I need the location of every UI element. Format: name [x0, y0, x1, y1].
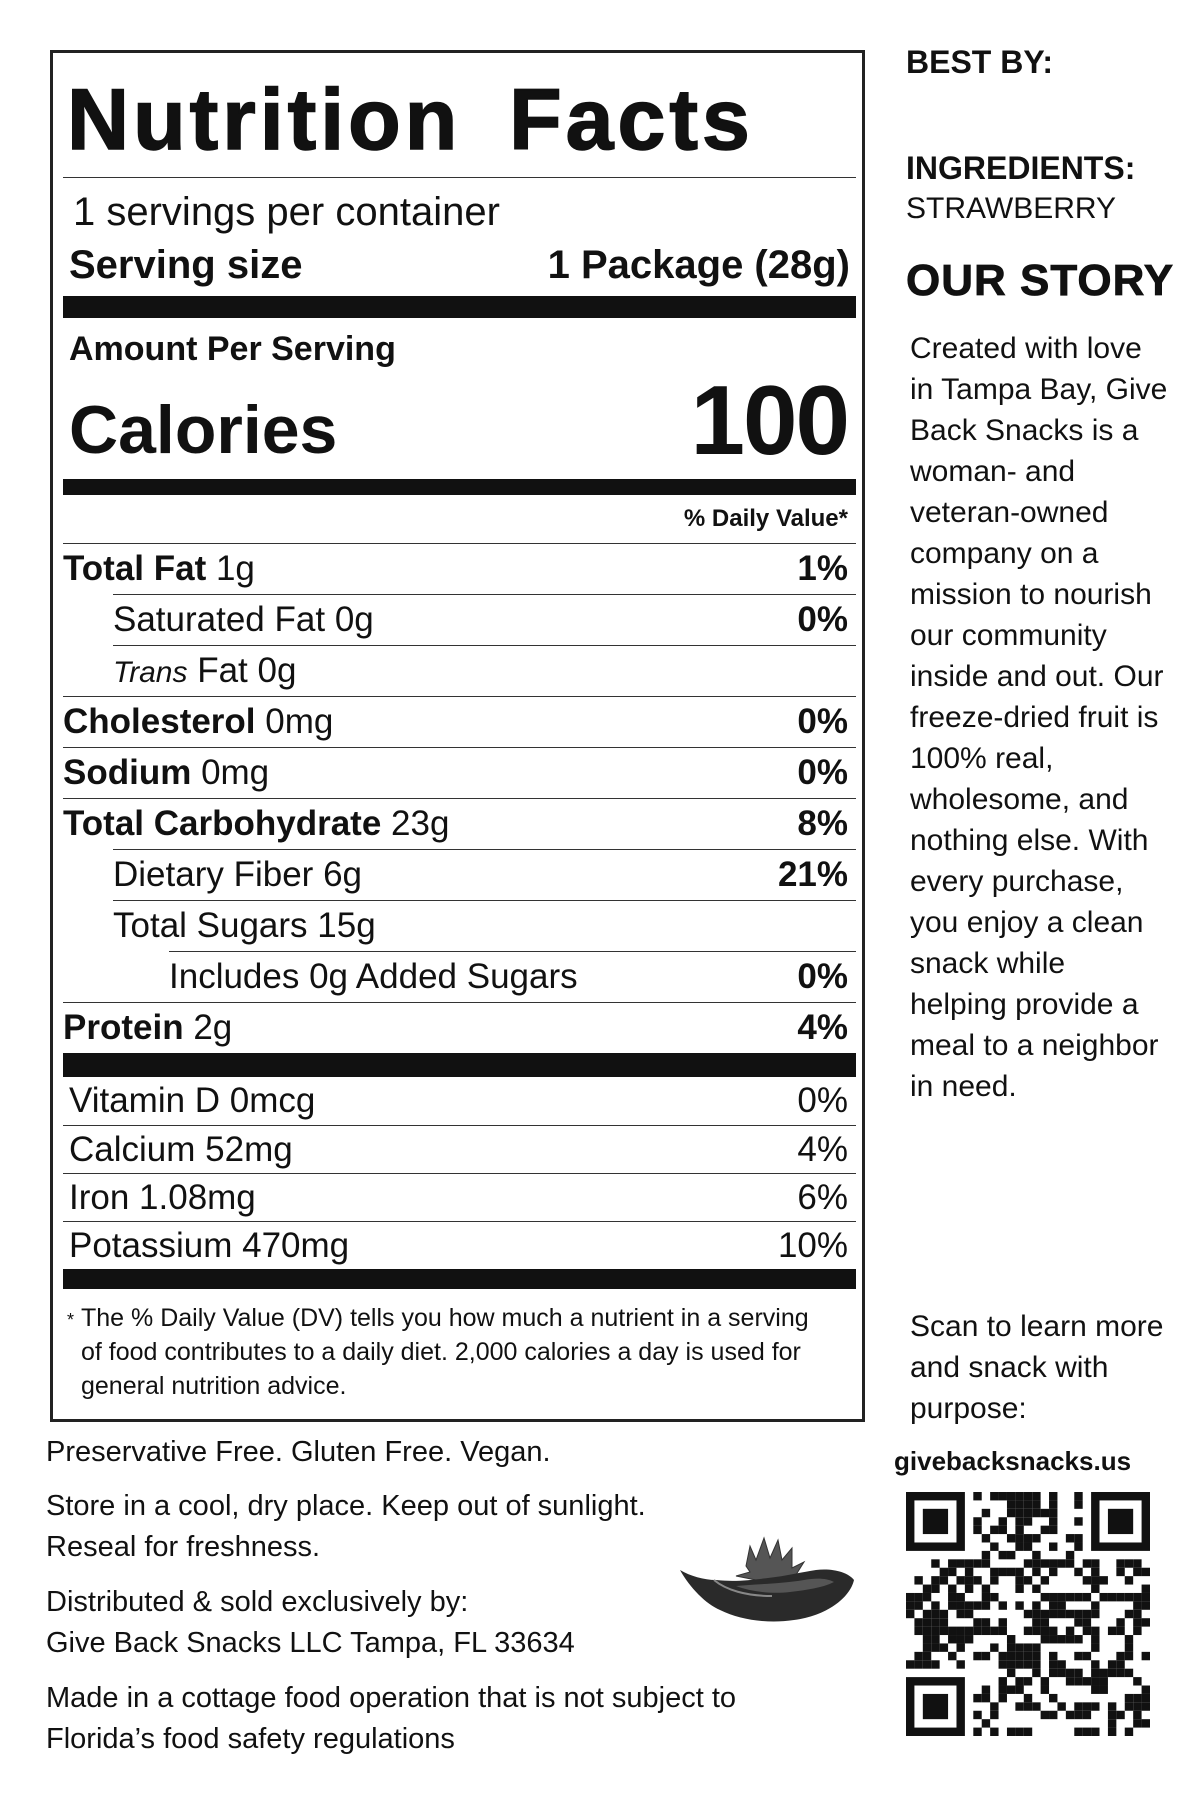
nutrient-dv: 0% [797, 957, 848, 996]
vitamin-dv: 0% [797, 1081, 848, 1120]
nutrient-dv: 0% [797, 702, 848, 741]
nutrient-label: Total Fat [63, 549, 207, 588]
cottage-line: Made in a cottage food operation that is not subject to [46, 1682, 737, 1714]
calories-label: Calories [69, 392, 338, 468]
nutrition-facts-panel [50, 50, 865, 1422]
storage-instructions [46, 1486, 646, 1568]
nutrient-label: Total Sugars [113, 906, 308, 945]
nutrient-row-protein [63, 1002, 856, 1053]
vitamin-row-potassium [63, 1221, 856, 1269]
serving-size-label: Serving size [69, 243, 303, 287]
thick-divider [63, 1053, 856, 1077]
nutrient-label: Dietary Fiber [113, 855, 314, 894]
nutrient-label: Sodium [63, 753, 192, 792]
website-link[interactable]: givebacksnacks.us [894, 1446, 1132, 1476]
nutrient-dv: 1% [797, 549, 848, 588]
nutrient-dv: 0% [797, 600, 848, 639]
amount-per-serving: Amount Per Serving [69, 330, 396, 368]
nutrient-row-total-sugars [113, 900, 856, 951]
nutrient-label: Includes 0g Added Sugars [169, 957, 578, 996]
distributor-line: Give Back Snacks LLC Tampa, FL 33634 [46, 1627, 575, 1659]
nutrient-dv: 21% [777, 855, 848, 894]
calories-row [63, 365, 856, 479]
calories-value: 100 [690, 365, 848, 475]
nutrient-dv: 8% [797, 804, 848, 843]
nutrient-amount: 1g [215, 549, 255, 588]
footnote-star: * [67, 1310, 75, 1330]
cottage-food-notice [46, 1678, 736, 1760]
nutrient-dv: 0% [797, 753, 848, 792]
best-by-label: BEST BY: [906, 44, 1053, 80]
daily-value-footnote [63, 1289, 856, 1403]
nutrient-row-sodium [63, 747, 856, 798]
nutrient-label: Saturated Fat [113, 600, 326, 639]
nutrient-row-total-fat [63, 543, 856, 594]
vitamin-row-calcium [63, 1125, 856, 1173]
nutrient-row-dietary-fiber [113, 849, 856, 900]
nutrient-label: Cholesterol [63, 702, 256, 741]
nutrient-label: Total Carbohydrate [63, 804, 382, 843]
nutrient-row-saturated-fat [113, 594, 856, 645]
nutrient-amount: 23g [391, 804, 450, 843]
distributor-line: Distributed & sold exclusively by: [46, 1586, 469, 1618]
our-story-title: OUR STORY [906, 256, 1175, 305]
qr-code-icon[interactable] [906, 1492, 1150, 1736]
nutrient-amount: 6g [323, 855, 362, 894]
storage-line: Store in a cool, dry place. Keep out of sunlight. [46, 1490, 646, 1522]
nutrient-label-italic: Trans [113, 656, 188, 689]
vitamin-label: Iron 1.08mg [69, 1177, 256, 1217]
serving-size-row [63, 241, 856, 296]
nutrient-row-added-sugars [169, 951, 856, 1002]
vitamin-label: Calcium 52mg [69, 1129, 293, 1169]
nutrient-amount: 0g [334, 600, 374, 639]
vitamin-dv: 4% [797, 1129, 848, 1169]
nutrient-amount: 0g [257, 651, 297, 690]
open-hand-with-sun-icon [676, 1520, 858, 1630]
nutrient-row-trans-fat [113, 645, 856, 696]
nutrient-amount: 2g [193, 1008, 233, 1047]
nutrient-amount: 0mg [265, 702, 334, 741]
nutrient-row-total-carbohydrate [63, 798, 856, 849]
nutrient-label: Fat [197, 651, 248, 690]
thick-divider [63, 296, 856, 318]
serving-size-value: 1 Package (28g) [547, 243, 850, 287]
ingredients-value: STRAWBERRY [906, 192, 1117, 225]
vitamin-label: Potassium 470mg [69, 1225, 350, 1265]
our-story-text: Created with love in Tampa Bay, Give Back Snacks is a woman- and veteran-owned company on a mission to nourish our community inside and out. Our freeze-dried fruit is 100% real, wholesome, and nothing else. With every purchase, you enjoy a clean snack while helping provide a meal to a neighbor in need. [910, 332, 1168, 1103]
nutrient-label: Protein [63, 1008, 184, 1047]
vitamin-row-iron [63, 1173, 856, 1221]
vitamin-dv: 10% [777, 1225, 848, 1265]
servings-per-container: 1 servings per container [73, 190, 500, 234]
distributor-info [46, 1582, 575, 1664]
vitamin-row-vitamin-d [63, 1077, 856, 1125]
vitamin-dv: 6% [797, 1177, 848, 1217]
vitamin-label: Vitamin D 0mcg [69, 1081, 316, 1120]
scan-text: Scan to learn more and snack with purpose: [910, 1310, 1164, 1425]
nutrient-row-cholesterol [63, 696, 856, 747]
thick-divider [63, 1269, 856, 1289]
product-claims: Preservative Free. Gluten Free. Vegan. [46, 1436, 551, 1468]
daily-value-header: % Daily Value* [683, 505, 848, 532]
cottage-line: Florida’s food safety regulations [46, 1723, 455, 1755]
nutrition-facts-title: Nutrition Facts [67, 72, 754, 168]
nutrient-amount: 0mg [201, 753, 270, 792]
storage-line: Reseal for freshness. [46, 1531, 321, 1563]
ingredients-label: INGREDIENTS: [906, 150, 1136, 186]
footnote-text: The % Daily Value (DV) tells you how much a nutrient in a serving of food contributes to a daily diet. 2,000 calories a day is used for general nutrition advice. [81, 1304, 809, 1400]
thick-divider [63, 479, 856, 495]
nutrient-amount: 15g [317, 906, 376, 945]
nutrient-dv: 4% [797, 1008, 848, 1047]
